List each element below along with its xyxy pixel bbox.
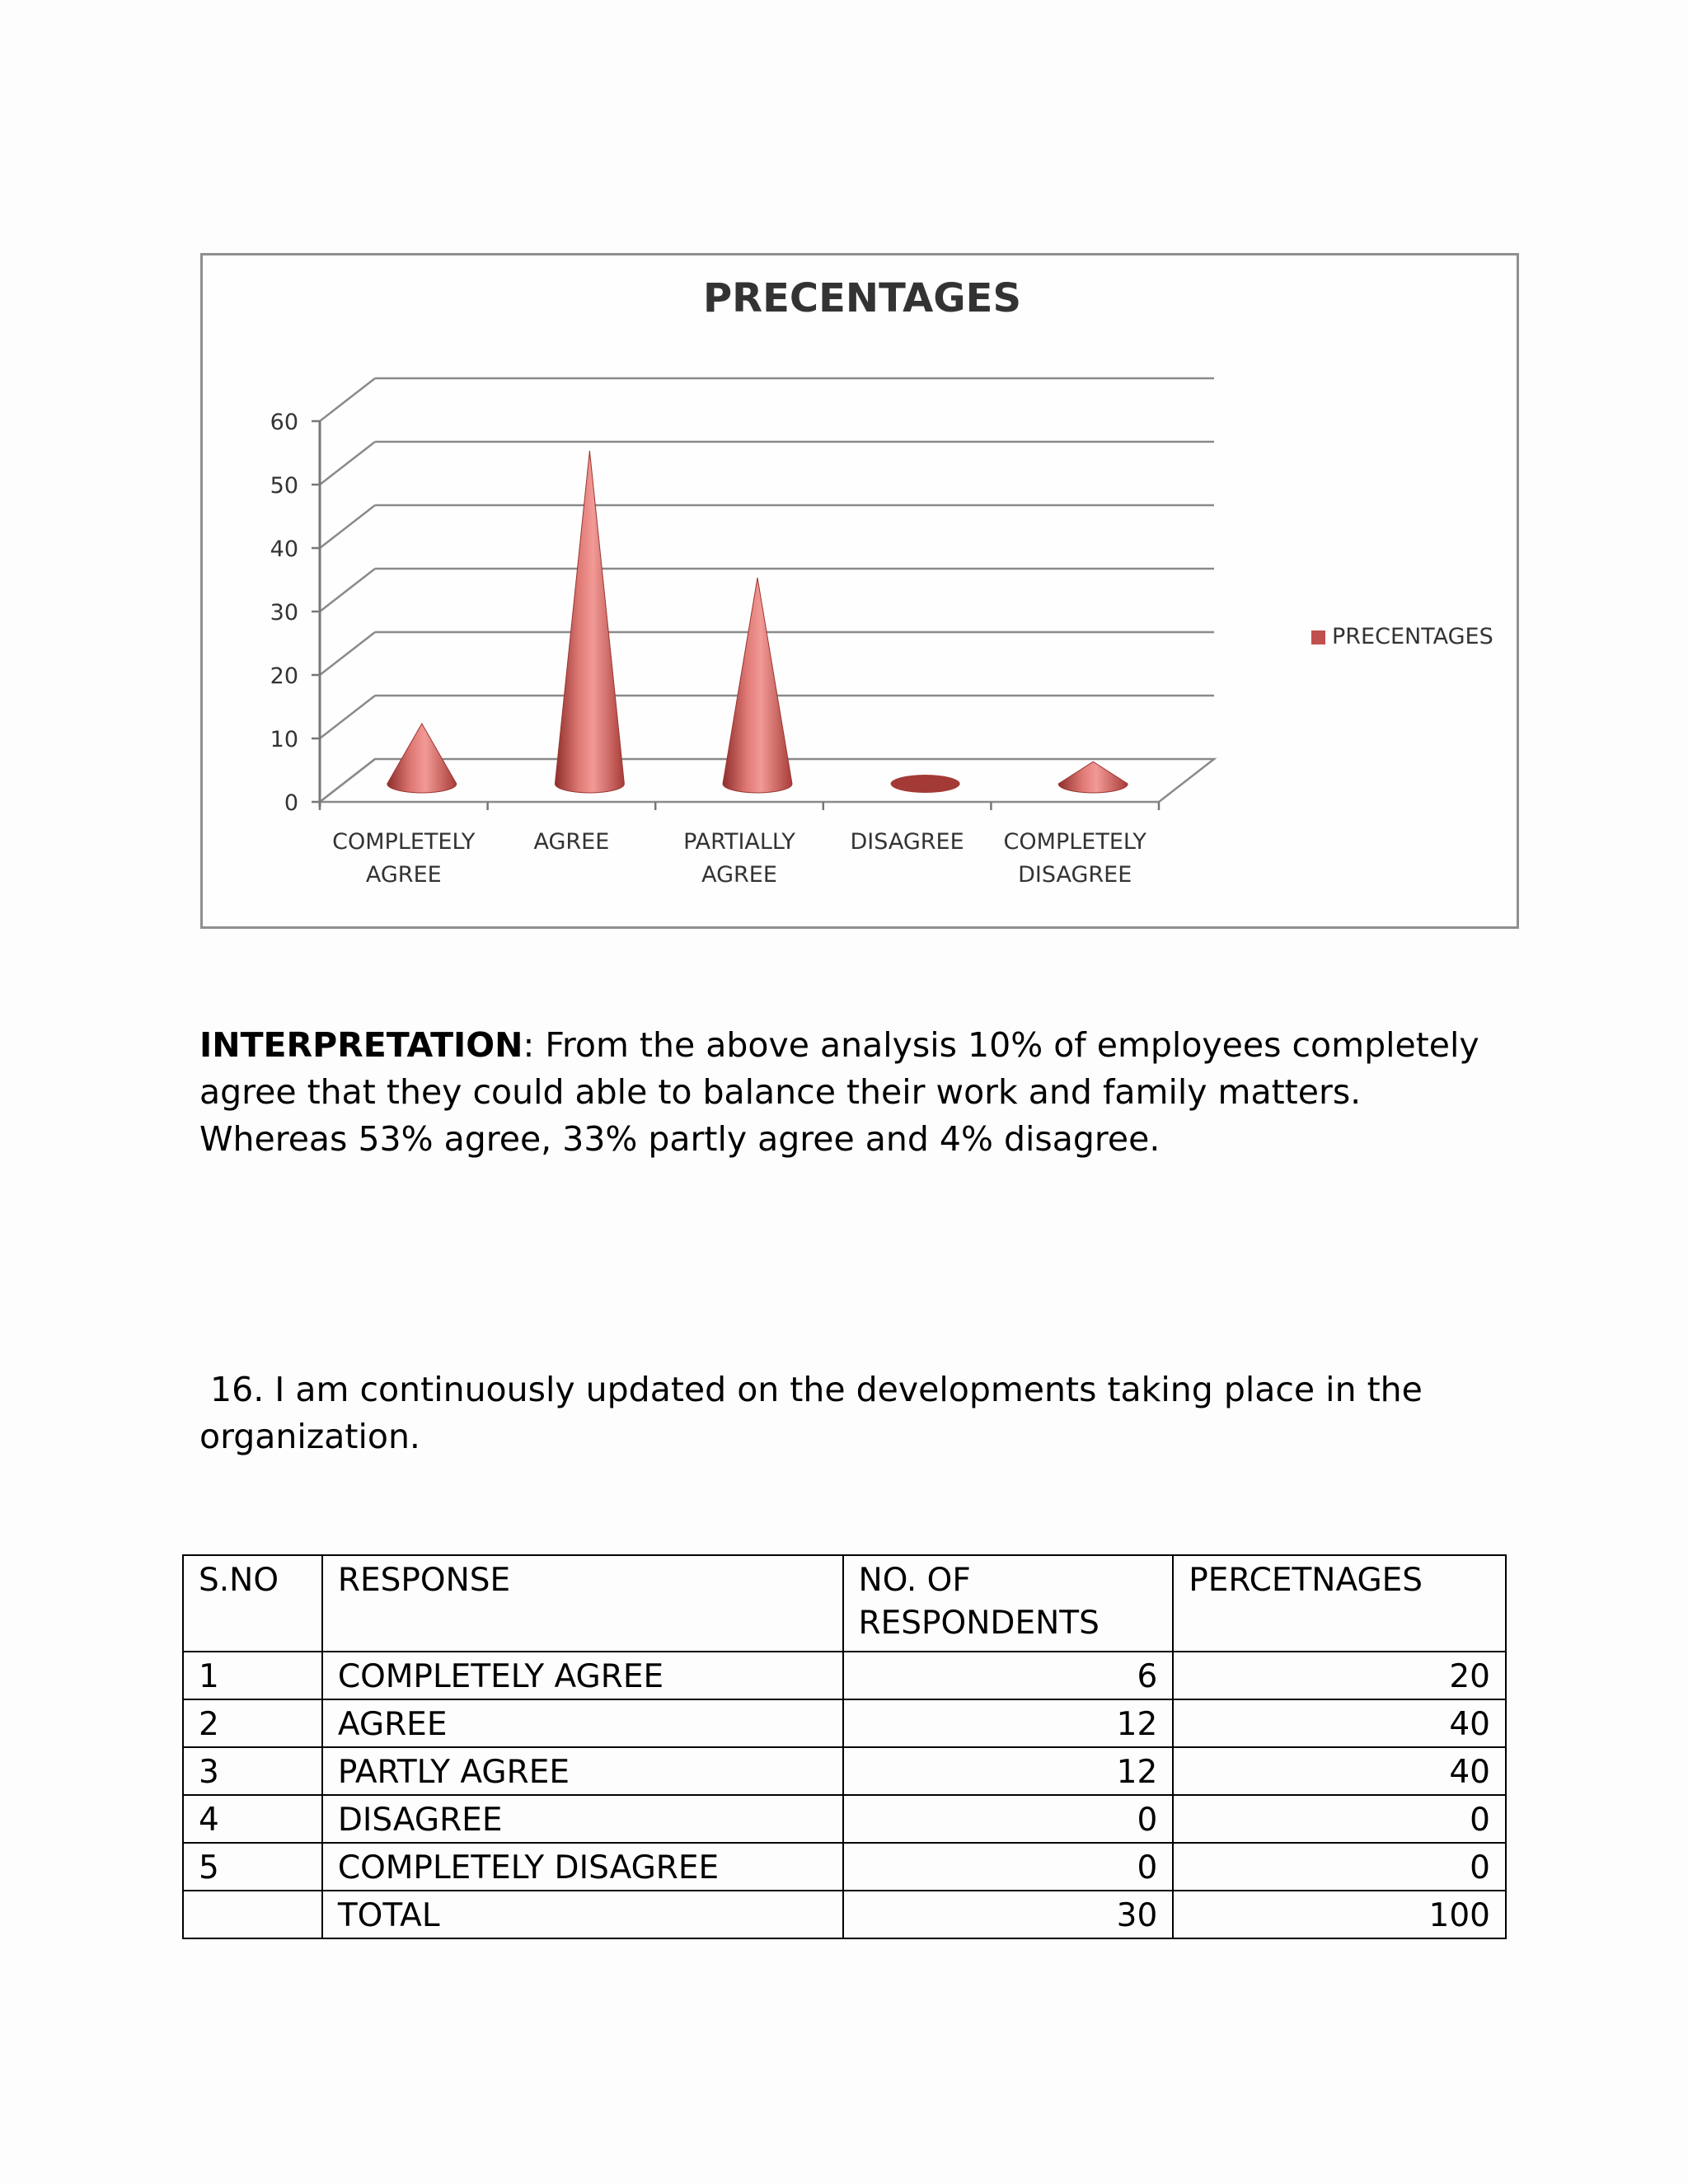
x-tick-label: DISAGREE xyxy=(850,829,964,855)
table-row xyxy=(183,1652,1506,1699)
x-tick-label: COMPLETELY xyxy=(1003,829,1146,855)
table-row xyxy=(183,1747,1506,1795)
table-header-row xyxy=(183,1555,1506,1652)
table-cell: 0 xyxy=(1173,1843,1506,1891)
gridline-diag xyxy=(320,442,375,485)
y-tick-label: 0 xyxy=(284,790,298,816)
interpretation-paragraph xyxy=(199,1022,1518,1163)
chart-legend xyxy=(1311,624,1493,649)
bar-4 xyxy=(891,775,960,793)
table-row xyxy=(183,1795,1506,1843)
table-cell: COMPLETELY AGREE xyxy=(322,1652,843,1699)
gridline-diag xyxy=(320,378,375,421)
table-cell: 12 xyxy=(843,1699,1174,1747)
legend-label: PRECENTAGES xyxy=(1332,624,1493,649)
y-tick-label: 30 xyxy=(270,600,298,626)
interpretation-label: INTERPRETATION xyxy=(199,1025,523,1065)
percentages-chart xyxy=(203,255,1522,931)
bar-cone xyxy=(555,451,624,793)
chart-frame xyxy=(200,253,1519,929)
bar-cone-base xyxy=(891,775,960,793)
table-cell: DISAGREE xyxy=(322,1795,843,1843)
table-cell: 12 xyxy=(843,1747,1174,1795)
table-cell: 2 xyxy=(183,1699,322,1747)
table-cell: 5 xyxy=(183,1843,322,1891)
bar-cone xyxy=(1058,762,1128,793)
table-cell: 1 xyxy=(183,1652,322,1699)
table-row xyxy=(183,1891,1506,1938)
legend-swatch xyxy=(1311,630,1325,644)
table-cell: TOTAL xyxy=(322,1891,843,1938)
chart-title: PRECENTAGES xyxy=(702,275,1022,321)
gridline-diag xyxy=(320,632,375,675)
table-cell: 20 xyxy=(1173,1652,1506,1699)
x-tick-label: COMPLETELY xyxy=(332,829,476,855)
table-header-cell: S.NO xyxy=(183,1555,322,1652)
table-cell: 40 xyxy=(1173,1747,1506,1795)
table-cell: 100 xyxy=(1173,1891,1506,1938)
table-cell xyxy=(183,1891,322,1938)
table-cell: PARTLY AGREE xyxy=(322,1747,843,1795)
table-cell: 30 xyxy=(843,1891,1174,1938)
y-tick-label: 20 xyxy=(270,663,298,689)
x-tick-label: AGREE xyxy=(701,862,777,888)
responses-table xyxy=(182,1554,1507,1939)
chart-x-labels xyxy=(332,829,1146,888)
table-row xyxy=(183,1843,1506,1891)
x-tick-label: PARTIALLY xyxy=(683,829,795,855)
bar-2 xyxy=(555,451,624,793)
table-cell: 0 xyxy=(1173,1795,1506,1843)
y-tick-label: 10 xyxy=(270,727,298,752)
x-tick-label: AGREE xyxy=(365,862,442,888)
table-cell: 40 xyxy=(1173,1699,1506,1747)
bar-5 xyxy=(1058,762,1128,793)
table-header-cell: RESPONSE xyxy=(322,1555,843,1652)
table-cell: AGREE xyxy=(322,1699,843,1747)
question-16: 16. I am continuously updated on the developments taking place in the organization. xyxy=(199,1370,1433,1456)
interpretation-text: : From the above analysis 10% of employees completely agree that they could able to balance their work and family matters. Whereas 53% agree, 33% partly agree and 4% disagree. xyxy=(199,1025,1479,1159)
x-tick-label: DISAGREE xyxy=(1018,862,1132,888)
bar-cone xyxy=(723,578,792,793)
table-header-cell: PERCETNAGES xyxy=(1173,1555,1506,1652)
y-tick-label: 50 xyxy=(270,473,298,499)
table-cell: 6 xyxy=(843,1652,1174,1699)
y-tick-label: 60 xyxy=(270,410,298,435)
table-row xyxy=(183,1699,1506,1747)
x-tick-label: AGREE xyxy=(533,829,610,855)
gridline-diag xyxy=(320,569,375,612)
table-cell: 4 xyxy=(183,1795,322,1843)
gridline-diag xyxy=(320,505,375,548)
bar-3 xyxy=(723,578,792,793)
table-cell: 0 xyxy=(843,1795,1174,1843)
table-cell: COMPLETELY DISAGREE xyxy=(322,1843,843,1891)
chart-bars xyxy=(387,451,1128,793)
table-header-cell: NO. OF RESPONDENTS xyxy=(843,1555,1174,1652)
gridline-diag xyxy=(320,696,375,738)
table-cell: 3 xyxy=(183,1747,322,1795)
y-tick-label: 40 xyxy=(270,537,298,562)
table-cell: 0 xyxy=(843,1843,1174,1891)
